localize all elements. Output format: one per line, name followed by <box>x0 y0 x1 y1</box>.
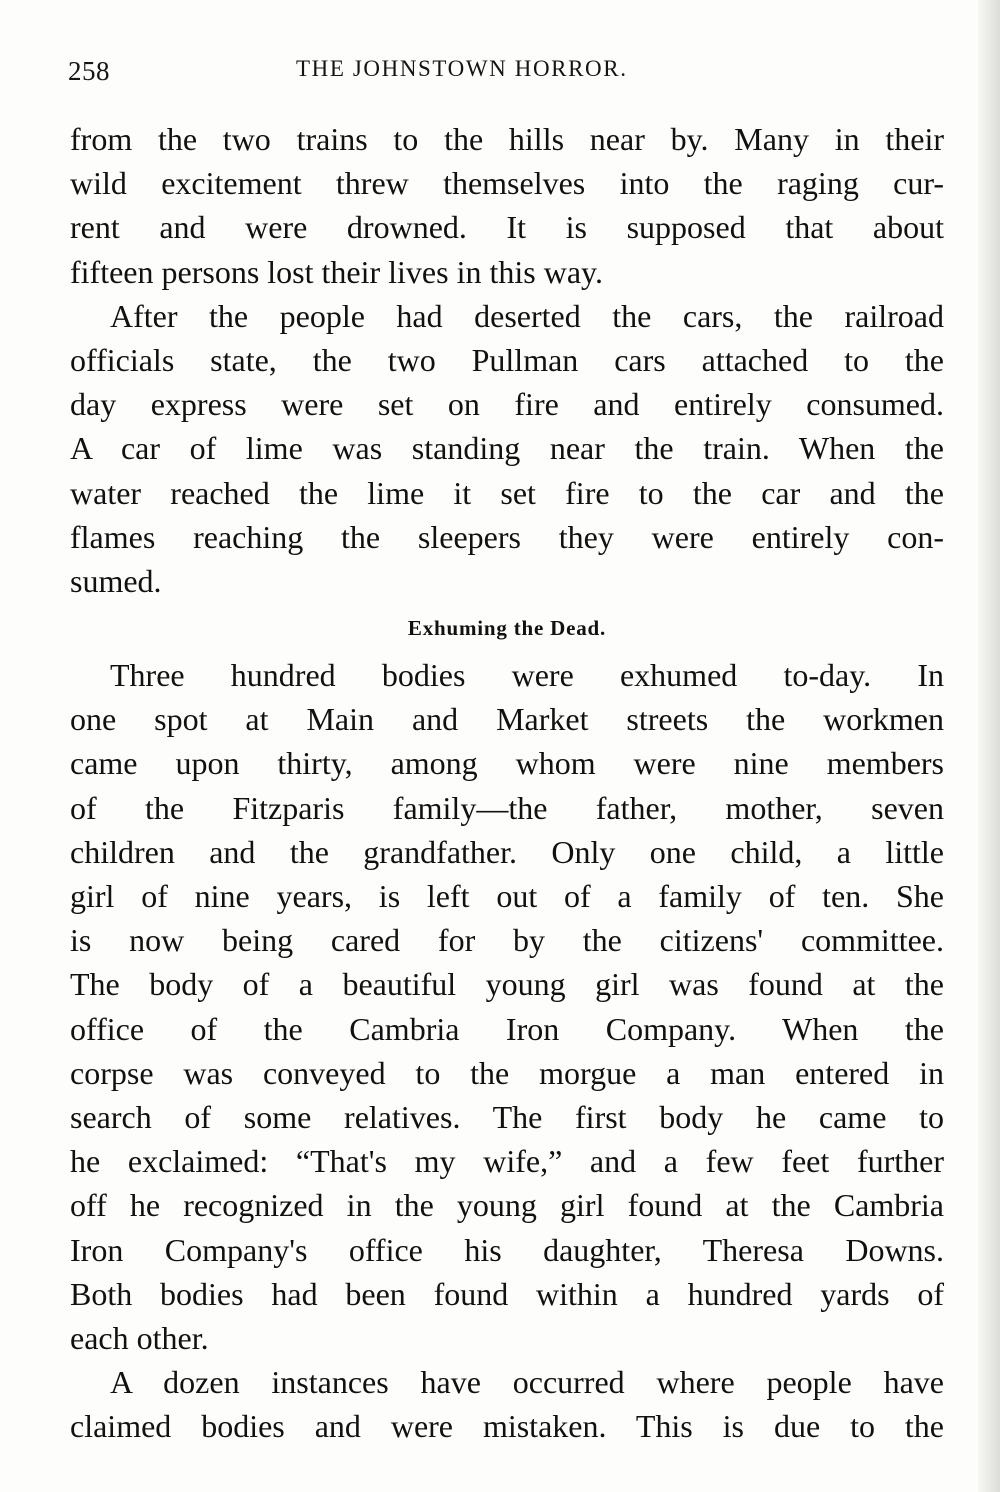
text-line: of the Fitzparis family—the father, mother, seven <box>70 789 944 826</box>
text-line: day express were set on fire and entirely consumed. <box>70 386 944 423</box>
text-line: Iron Company's office his daughter, Theresa Downs. <box>70 1231 944 1268</box>
page-gutter-shadow <box>978 0 1000 1492</box>
text-line: rent and were drowned. It is supposed that about <box>70 209 944 246</box>
text-line: from the two trains to the hills near by. Many in their <box>70 121 944 157</box>
text-line: children and the grandfather. Only one child, a little <box>70 833 944 870</box>
text-line: sumed. <box>70 562 162 599</box>
text-line: Both bodies had been found within a hundred yards of <box>70 1275 944 1312</box>
text-line: Three hundred bodies were exhumed to-day. In <box>110 657 944 694</box>
text-line: search of some relatives. The first body he came to <box>70 1098 944 1135</box>
paragraph-4 <box>70 1360 944 1448</box>
running-title: THE JOHNSTOWN HORROR. <box>296 56 628 81</box>
section-heading: Exhuming the Dead. <box>407 616 607 641</box>
text-line: each other. <box>70 1319 209 1356</box>
text-line: corpse was conveyed to the morgue a man entered in <box>70 1054 944 1091</box>
paragraph-3 <box>70 653 944 1360</box>
text-line: he exclaimed: “That's my wife,” and a few feet further <box>70 1143 944 1180</box>
running-head <box>68 56 942 96</box>
text-line: office of the Cambria Iron Company. When the <box>70 1010 944 1047</box>
text-line: water reached the lime it set fire to the car and the <box>70 474 944 511</box>
text-line: officials state, the two Pullman cars attached to the <box>70 341 944 378</box>
text-line: A dozen instances have occurred where people have <box>110 1364 944 1401</box>
page-number: 258 <box>68 56 110 86</box>
text-line: After the people had deserted the cars, the railroad <box>110 297 944 334</box>
paragraph-2 <box>70 294 944 603</box>
body-text <box>70 117 944 1448</box>
text-line: fifteen persons lost their lives in this way. <box>70 253 603 290</box>
paragraph-1 <box>70 117 944 294</box>
text-line: off he recognized in the young girl found at the Cambria <box>70 1187 944 1224</box>
text-line: girl of nine years, is left out of a family of ten. She <box>70 878 944 914</box>
text-line: one spot at Main and Market streets the workmen <box>70 701 944 738</box>
text-line: The body of a beautiful young girl was found at the <box>70 966 944 1003</box>
text-line: claimed bodies and were mistaken. This is due to the <box>70 1408 944 1445</box>
text-line: A car of lime was standing near the train. When the <box>70 430 944 467</box>
text-line: flames reaching the sleepers they were entirely con- <box>70 518 944 555</box>
text-line: is now being cared for by the citizens' committee. <box>70 922 944 959</box>
text-line: wild excitement threw themselves into the raging cur- <box>70 165 944 202</box>
text-line: came upon thirty, among whom were nine members <box>70 745 944 782</box>
